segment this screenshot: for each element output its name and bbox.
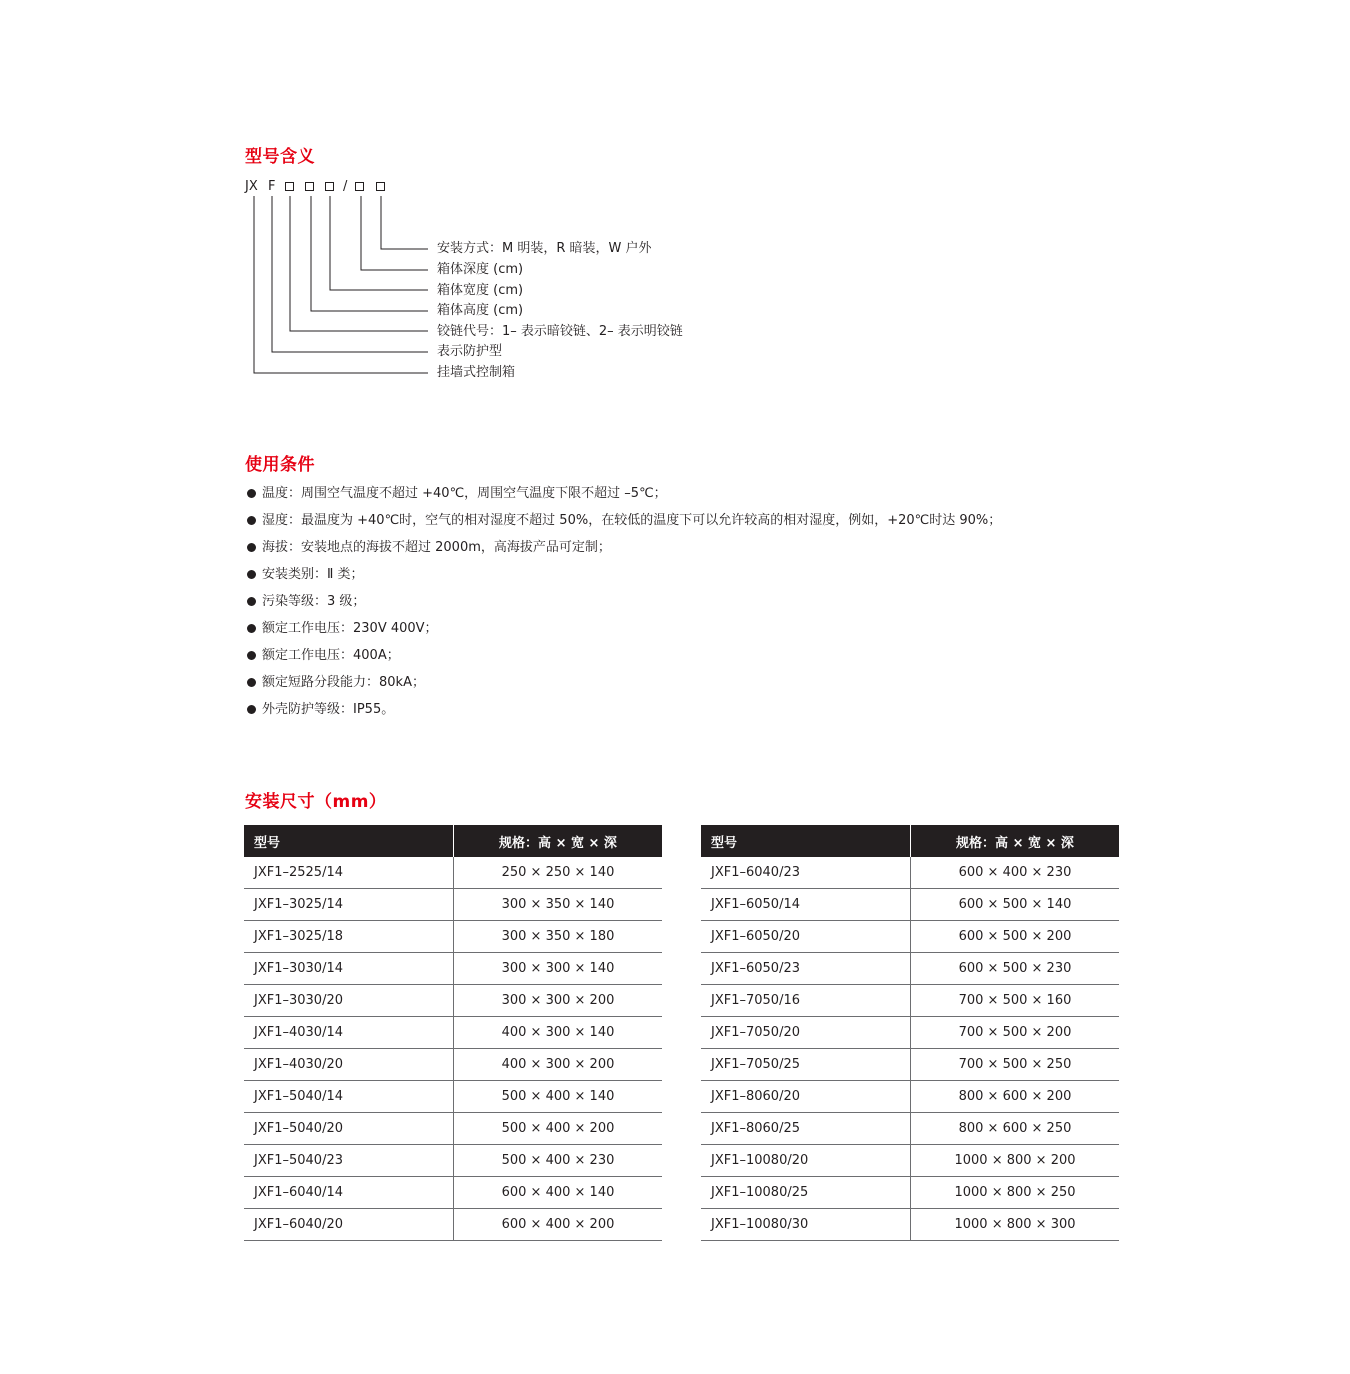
cell-model: JXF1–10080/20 [701,1145,911,1177]
table-row [701,953,1119,985]
table-row [244,921,662,953]
cell-spec: 500 × 400 × 200 [454,1113,663,1145]
table-row [244,889,662,921]
cell-model: JXF1–10080/30 [701,1209,911,1241]
table-row [244,1145,662,1177]
cell-model: JXF1–7050/16 [701,985,911,1017]
code-slash: / [343,179,348,194]
table-header-row [244,825,662,857]
table-row [701,921,1119,953]
cell-model: JXF1–10080/25 [701,1177,911,1209]
cell-spec: 500 × 400 × 230 [454,1145,663,1177]
list-item: 温度：周围空气温度不超过 +40℃，周围空气温度下限不超过 –5℃； [246,485,1001,512]
label-wall-box: 挂墙式控制箱 [437,365,516,380]
table-row [701,1017,1119,1049]
cell-model: JXF1–8060/25 [701,1113,911,1145]
bullet-icon [247,624,256,633]
cell-spec: 300 × 350 × 180 [454,921,663,953]
table-row [701,889,1119,921]
dimensions-table-left [244,825,662,1241]
bullet-icon [247,543,256,552]
cell-spec: 800 × 600 × 250 [911,1113,1120,1145]
bullet-icon [247,516,256,525]
leader-line-height [311,196,428,311]
model-meaning-title: 型号含义 [245,147,315,167]
cell-spec: 1000 × 800 × 250 [911,1177,1120,1209]
cell-spec: 250 × 250 × 140 [454,857,663,889]
cell-spec: 300 × 300 × 200 [454,985,663,1017]
cell-model: JXF1–6040/20 [244,1209,454,1241]
list-item: 安装类别：Ⅱ 类； [246,566,1001,593]
label-hinge-code: 铰链代号：1– 表示暗铰链、2– 表示明铰链 [437,324,683,339]
code-prefix: JX [245,179,258,194]
header-spec: 规格：高 × 宽 × 深 [911,825,1120,857]
table-row [244,1177,662,1209]
bullet-icon [247,489,256,498]
leader-line-depth [361,196,428,270]
cell-spec: 400 × 300 × 200 [454,1049,663,1081]
cell-model: JXF1–3025/14 [244,889,454,921]
code-letter: F [268,179,276,194]
cell-spec: 600 × 400 × 140 [454,1177,663,1209]
table-row [244,1209,662,1241]
list-item: 外壳防护等级：IP55。 [246,701,1001,728]
leader-line-install [381,196,428,249]
cell-spec: 1000 × 800 × 200 [911,1145,1120,1177]
cell-model: JXF1–6040/23 [701,857,911,889]
table-header-row [701,825,1119,857]
list-item: 湿度：最温度为 +40℃时，空气的相对湿度不超过 50%，在较低的温度下可以允许较高的相对湿度，例如，+20℃时达 90%； [246,512,1001,539]
label-box-depth: 箱体深度 (cm) [437,262,524,277]
header-model: 型号 [701,825,911,857]
cell-model: JXF1–3030/14 [244,953,454,985]
table-row [701,1049,1119,1081]
cell-model: JXF1–4030/14 [244,1017,454,1049]
dimensions-title: 安装尺寸（mm） [245,792,387,812]
cell-spec: 800 × 600 × 200 [911,1081,1120,1113]
cell-model: JXF1–6050/23 [701,953,911,985]
list-item: 额定工作电压：230V 400V； [246,620,1001,647]
cell-spec: 700 × 500 × 200 [911,1017,1120,1049]
table-row [244,1113,662,1145]
table-row [244,1017,662,1049]
list-item: 额定短路分段能力：80kA； [246,674,1001,701]
list-item: 污染等级：3 级； [246,593,1001,620]
cell-spec: 400 × 300 × 140 [454,1017,663,1049]
bullet-icon [247,678,256,687]
table-row [701,985,1119,1017]
list-item: 海拔：安装地点的海拔不超过 2000m，高海拔产品可定制； [246,539,1001,566]
table-row [244,985,662,1017]
table-row [701,1209,1119,1241]
label-protection-type: 表示防护型 [437,344,503,359]
cell-model: JXF1–3030/20 [244,985,454,1017]
conditions-title: 使用条件 [245,455,315,475]
table-row [244,1081,662,1113]
conditions-list [246,485,1001,728]
cell-model: JXF1–2525/14 [244,857,454,889]
cell-model: JXF1–6040/14 [244,1177,454,1209]
cell-spec: 600 × 500 × 140 [911,889,1120,921]
cell-model: JXF1–5040/20 [244,1113,454,1145]
cell-spec: 500 × 400 × 140 [454,1081,663,1113]
cell-model: JXF1–7050/25 [701,1049,911,1081]
cell-spec: 300 × 300 × 140 [454,953,663,985]
table-row [701,1081,1119,1113]
cell-model: JXF1–5040/23 [244,1145,454,1177]
header-spec: 规格：高 × 宽 × 深 [454,825,663,857]
table-row [701,1113,1119,1145]
label-box-width: 箱体宽度 (cm) [437,283,524,298]
cell-spec: 300 × 350 × 140 [454,889,663,921]
cell-spec: 600 × 400 × 230 [911,857,1120,889]
bullet-icon [247,651,256,660]
cell-model: JXF1–7050/20 [701,1017,911,1049]
label-install-method: 安装方式：M 明装，R 暗装，W 户外 [437,241,652,256]
label-box-height: 箱体高度 (cm) [437,303,524,318]
bullet-icon [247,570,256,579]
cell-spec: 700 × 500 × 160 [911,985,1120,1017]
cell-spec: 600 × 500 × 230 [911,953,1120,985]
bullet-icon [247,705,256,714]
cell-model: JXF1–3025/18 [244,921,454,953]
table-row [244,1049,662,1081]
list-item: 额定工作电压：400A； [246,647,1001,674]
cell-model: JXF1–4030/20 [244,1049,454,1081]
table-row [244,857,662,889]
cell-model: JXF1–6050/14 [701,889,911,921]
cell-model: JXF1–8060/20 [701,1081,911,1113]
table-row [701,857,1119,889]
leader-line-type [272,196,428,352]
cell-spec: 1000 × 800 × 300 [911,1209,1120,1241]
leader-line-box [254,196,428,373]
table-row [244,953,662,985]
table-row [701,1177,1119,1209]
model-code-leader-lines [0,0,1350,400]
leader-line-width [330,196,428,290]
dimensions-table-right [701,825,1119,1241]
bullet-icon [247,597,256,606]
cell-spec: 600 × 500 × 200 [911,921,1120,953]
cell-model: JXF1–6050/20 [701,921,911,953]
table-row [701,1145,1119,1177]
header-model: 型号 [244,825,454,857]
cell-spec: 600 × 400 × 200 [454,1209,663,1241]
cell-spec: 700 × 500 × 250 [911,1049,1120,1081]
cell-model: JXF1–5040/14 [244,1081,454,1113]
